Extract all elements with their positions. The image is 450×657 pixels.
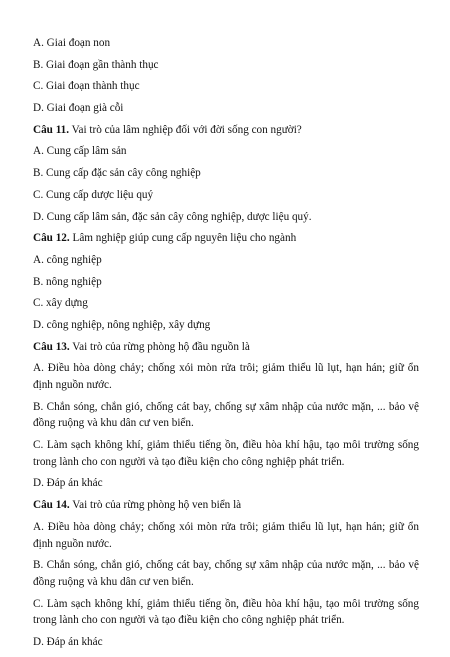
q11-option-c: C. Cung cấp dược liệu quý (33, 188, 154, 201)
question-number: Câu 14. (33, 499, 70, 512)
q12-option-a: A. công nghiệp (33, 253, 102, 266)
q13-option-d: D. Đáp án khác (33, 477, 103, 490)
question-number: Câu 11. (33, 123, 70, 136)
q14-option-b-line1: B. Chắn sóng, chắn gió, chống cát bay, chống sự xâm nhập của nước mặn, ... bảo vệ (33, 559, 419, 572)
q14-option-c-line2: trong lành cho con người và tạo điều kiện cho công nghiệp phát triển. (33, 614, 345, 627)
q11-option-b: B. Cung cấp đặc sản cây công nghiệp (33, 167, 201, 180)
q10-option-d: D. Giai đoạn già cỗi (33, 102, 124, 115)
question-14 (33, 498, 419, 512)
question-number: Câu 12. (33, 232, 70, 245)
question-11 (33, 123, 419, 137)
q13-option-a-line1: A. Điều hòa dòng chảy; chống xói mòn rửa trôi; giảm thiểu lũ lụt, hạn hán; giữ ổn (33, 362, 419, 375)
q14-option-a-line2: định nguồn nước. (33, 537, 112, 550)
question-13 (33, 340, 419, 354)
q11-option-a: A. Cung cấp lâm sản (33, 145, 127, 158)
question-number: Câu 13. (33, 340, 70, 353)
q14-option-a-line1: A. Điều hòa dòng chảy; chống xói mòn rửa trôi; giảm thiểu lũ lụt, hạn hán; giữ ổn (33, 520, 419, 533)
q11-option-d: D. Cung cấp lâm sản, đặc sản cây công nghiệp, dược liệu quý. (33, 210, 312, 223)
q12-option-d: D. công nghiệp, nông nghiệp, xây dựng (33, 318, 211, 331)
question-text: Vai trò của rừng phòng hộ đầu nguồn là (69, 340, 250, 353)
q14-option-c-line1: C. Làm sạch không khí, giảm thiểu tiếng ồn, điều hòa khí hậu, tạo môi trường sống (33, 597, 419, 610)
q13-option-a-line2: định nguồn nước. (33, 379, 112, 391)
document-page (33, 36, 419, 657)
question-text: Lâm nghiệp giúp cung cấp nguyên liệu cho ngành (69, 232, 297, 245)
q12-option-b: B. nông nghiệp (33, 275, 102, 288)
q13-option-c-line1: C. Làm sạch không khí, giảm thiểu tiếng ồn, điều hòa khí hậu, tạo môi trường sống (33, 439, 419, 452)
q13-option-b-line2: đồng ruộng và khu dân cư ven biển. (33, 417, 194, 430)
q10-option-c: C. Giai đoạn thành thục (33, 80, 140, 93)
q10-option-a: A. Giai đoạn non (33, 37, 111, 49)
q13-option-c-line2: trong lành cho con người và tạo điều kiện cho công nghiệp phát triển. (33, 455, 345, 468)
q14-option-b-line2: đồng ruộng và khu dân cư ven biển. (33, 575, 194, 588)
q12-option-c: C. xây dựng (33, 297, 88, 310)
question-12 (33, 231, 419, 245)
question-text: Vai trò của rừng phòng hộ ven biển là (69, 499, 242, 512)
q13-option-b-line1: B. Chắn sóng, chắn gió, chống cát bay, chống sự xâm nhập của nước mặn, ... bảo vệ (33, 400, 419, 413)
q10-option-b: B. Giai đoạn gần thành thục (33, 58, 159, 71)
question-text: Vai trò của lâm nghiệp đối với đời sống con người? (69, 123, 302, 136)
q14-option-d: D. Đáp án khác (33, 635, 103, 648)
